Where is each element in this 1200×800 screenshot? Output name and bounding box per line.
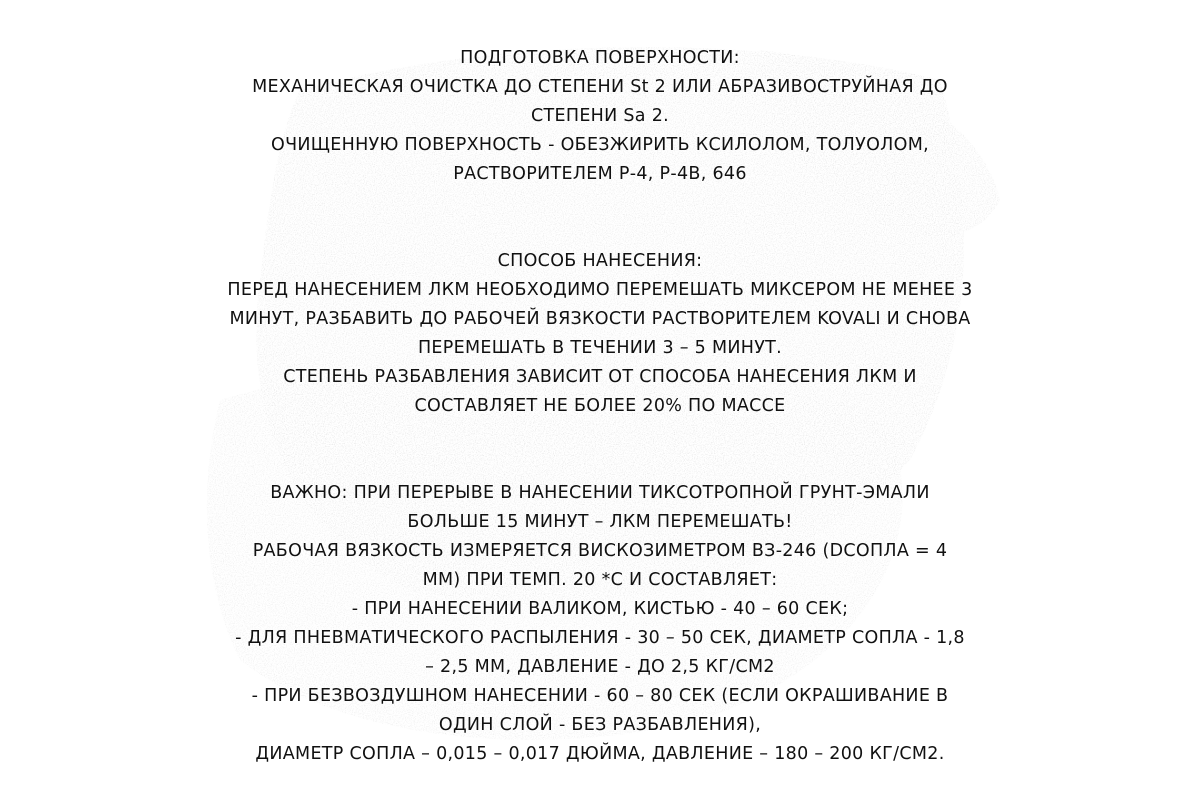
text-line: ПЕРЕМЕШАТЬ В ТЕЧЕНИИ 3 – 5 МИНУТ. bbox=[417, 338, 783, 358]
text-line: ММ) ПРИ ТЕМП. 20 *С И СОСТАВЛЯЕТ: bbox=[422, 570, 778, 590]
application-method-section bbox=[200, 247, 1000, 421]
important-notes-section bbox=[200, 479, 1000, 769]
text-line: МИНУТ, РАЗБАВИТЬ ДО РАБОЧЕЙ ВЯЗКОСТИ РАСТВОРИТЕЛЕМ KOVALI И СНОВА bbox=[229, 309, 971, 329]
text-line: – 2,5 ММ, ДАВЛЕНИЕ - ДО 2,5 КГ/СМ2 bbox=[425, 657, 775, 677]
section-spacer bbox=[200, 421, 1000, 479]
text-line: - ПРИ БЕЗВОЗДУШНОМ НАНЕСЕНИИ - 60 – 80 СЕК (ЕСЛИ ОКРАШИВАНИЕ В bbox=[251, 686, 949, 706]
text-line: РАСТВОРИТЕЛЕМ Р-4, Р-4В, 646 bbox=[453, 164, 747, 184]
surface-prep-heading: ПОДГОТОВКА ПОВЕРХНОСТИ: bbox=[460, 48, 740, 68]
text-line: ОДИН СЛОЙ - БЕЗ РАЗБАВЛЕНИЯ), bbox=[438, 715, 762, 735]
important-heading-line: ВАЖНО: ПРИ ПЕРЕРЫВЕ В НАНЕСЕНИИ ТИКСОТРОПНОЙ ГРУНТ-ЭМАЛИ bbox=[270, 483, 930, 503]
text-line: СТЕПЕНИ Sa 2. bbox=[531, 106, 669, 126]
text-line: СТЕПЕНЬ РАЗБАВЛЕНИЯ ЗАВИСИТ ОТ СПОСОБА НАНЕСЕНИЯ ЛКМ И bbox=[283, 367, 917, 387]
text-line: МЕХАНИЧЕСКАЯ ОЧИСТКА ДО СТЕПЕНИ St 2 ИЛИ АБРАЗИВОСТРУЙНАЯ ДО bbox=[252, 77, 948, 97]
text-line: БОЛЬШЕ 15 МИНУТ – ЛКМ ПЕРЕМЕШАТЬ! bbox=[407, 512, 793, 532]
application-method-heading: СПОСОБ НАНЕСЕНИЯ: bbox=[497, 251, 703, 271]
section-spacer bbox=[200, 189, 1000, 247]
text-line: СОСТАВЛЯЕТ НЕ БОЛЕЕ 20% ПО МАССЕ bbox=[414, 396, 786, 416]
text-line: ОЧИЩЕННУЮ ПОВЕРХНОСТЬ - ОБЕЗЖИРИТЬ КСИЛОЛОМ, ТОЛУОЛОМ, bbox=[271, 135, 929, 155]
text-line: ПЕРЕД НАНЕСЕНИЕМ ЛКМ НЕОБХОДИМО ПЕРЕМЕШАТЬ МИКСЕРОМ НЕ МЕНЕЕ 3 bbox=[227, 280, 973, 300]
text-line: РАБОЧАЯ ВЯЗКОСТЬ ИЗМЕРЯЕТСЯ ВИСКОЗИМЕТРОМ ВЗ-246 (DСОПЛА = 4 bbox=[252, 541, 948, 561]
text-line: - ПРИ НАНЕСЕНИИ ВАЛИКОМ, КИСТЬЮ - 40 – 60 СЕК; bbox=[351, 599, 849, 619]
text-line: - ДЛЯ ПНЕВМАТИЧЕСКОГО РАСПЫЛЕНИЯ - 30 – 50 СЕК, ДИАМЕТР СОПЛА - 1,8 bbox=[235, 628, 965, 648]
text-line: ДИАМЕТР СОПЛА – 0,015 – 0,017 ДЮЙМА, ДАВЛЕНИЕ – 180 – 200 КГ/СМ2. bbox=[255, 744, 945, 764]
instructions-text bbox=[200, 44, 1000, 769]
surface-preparation-section bbox=[200, 44, 1000, 189]
